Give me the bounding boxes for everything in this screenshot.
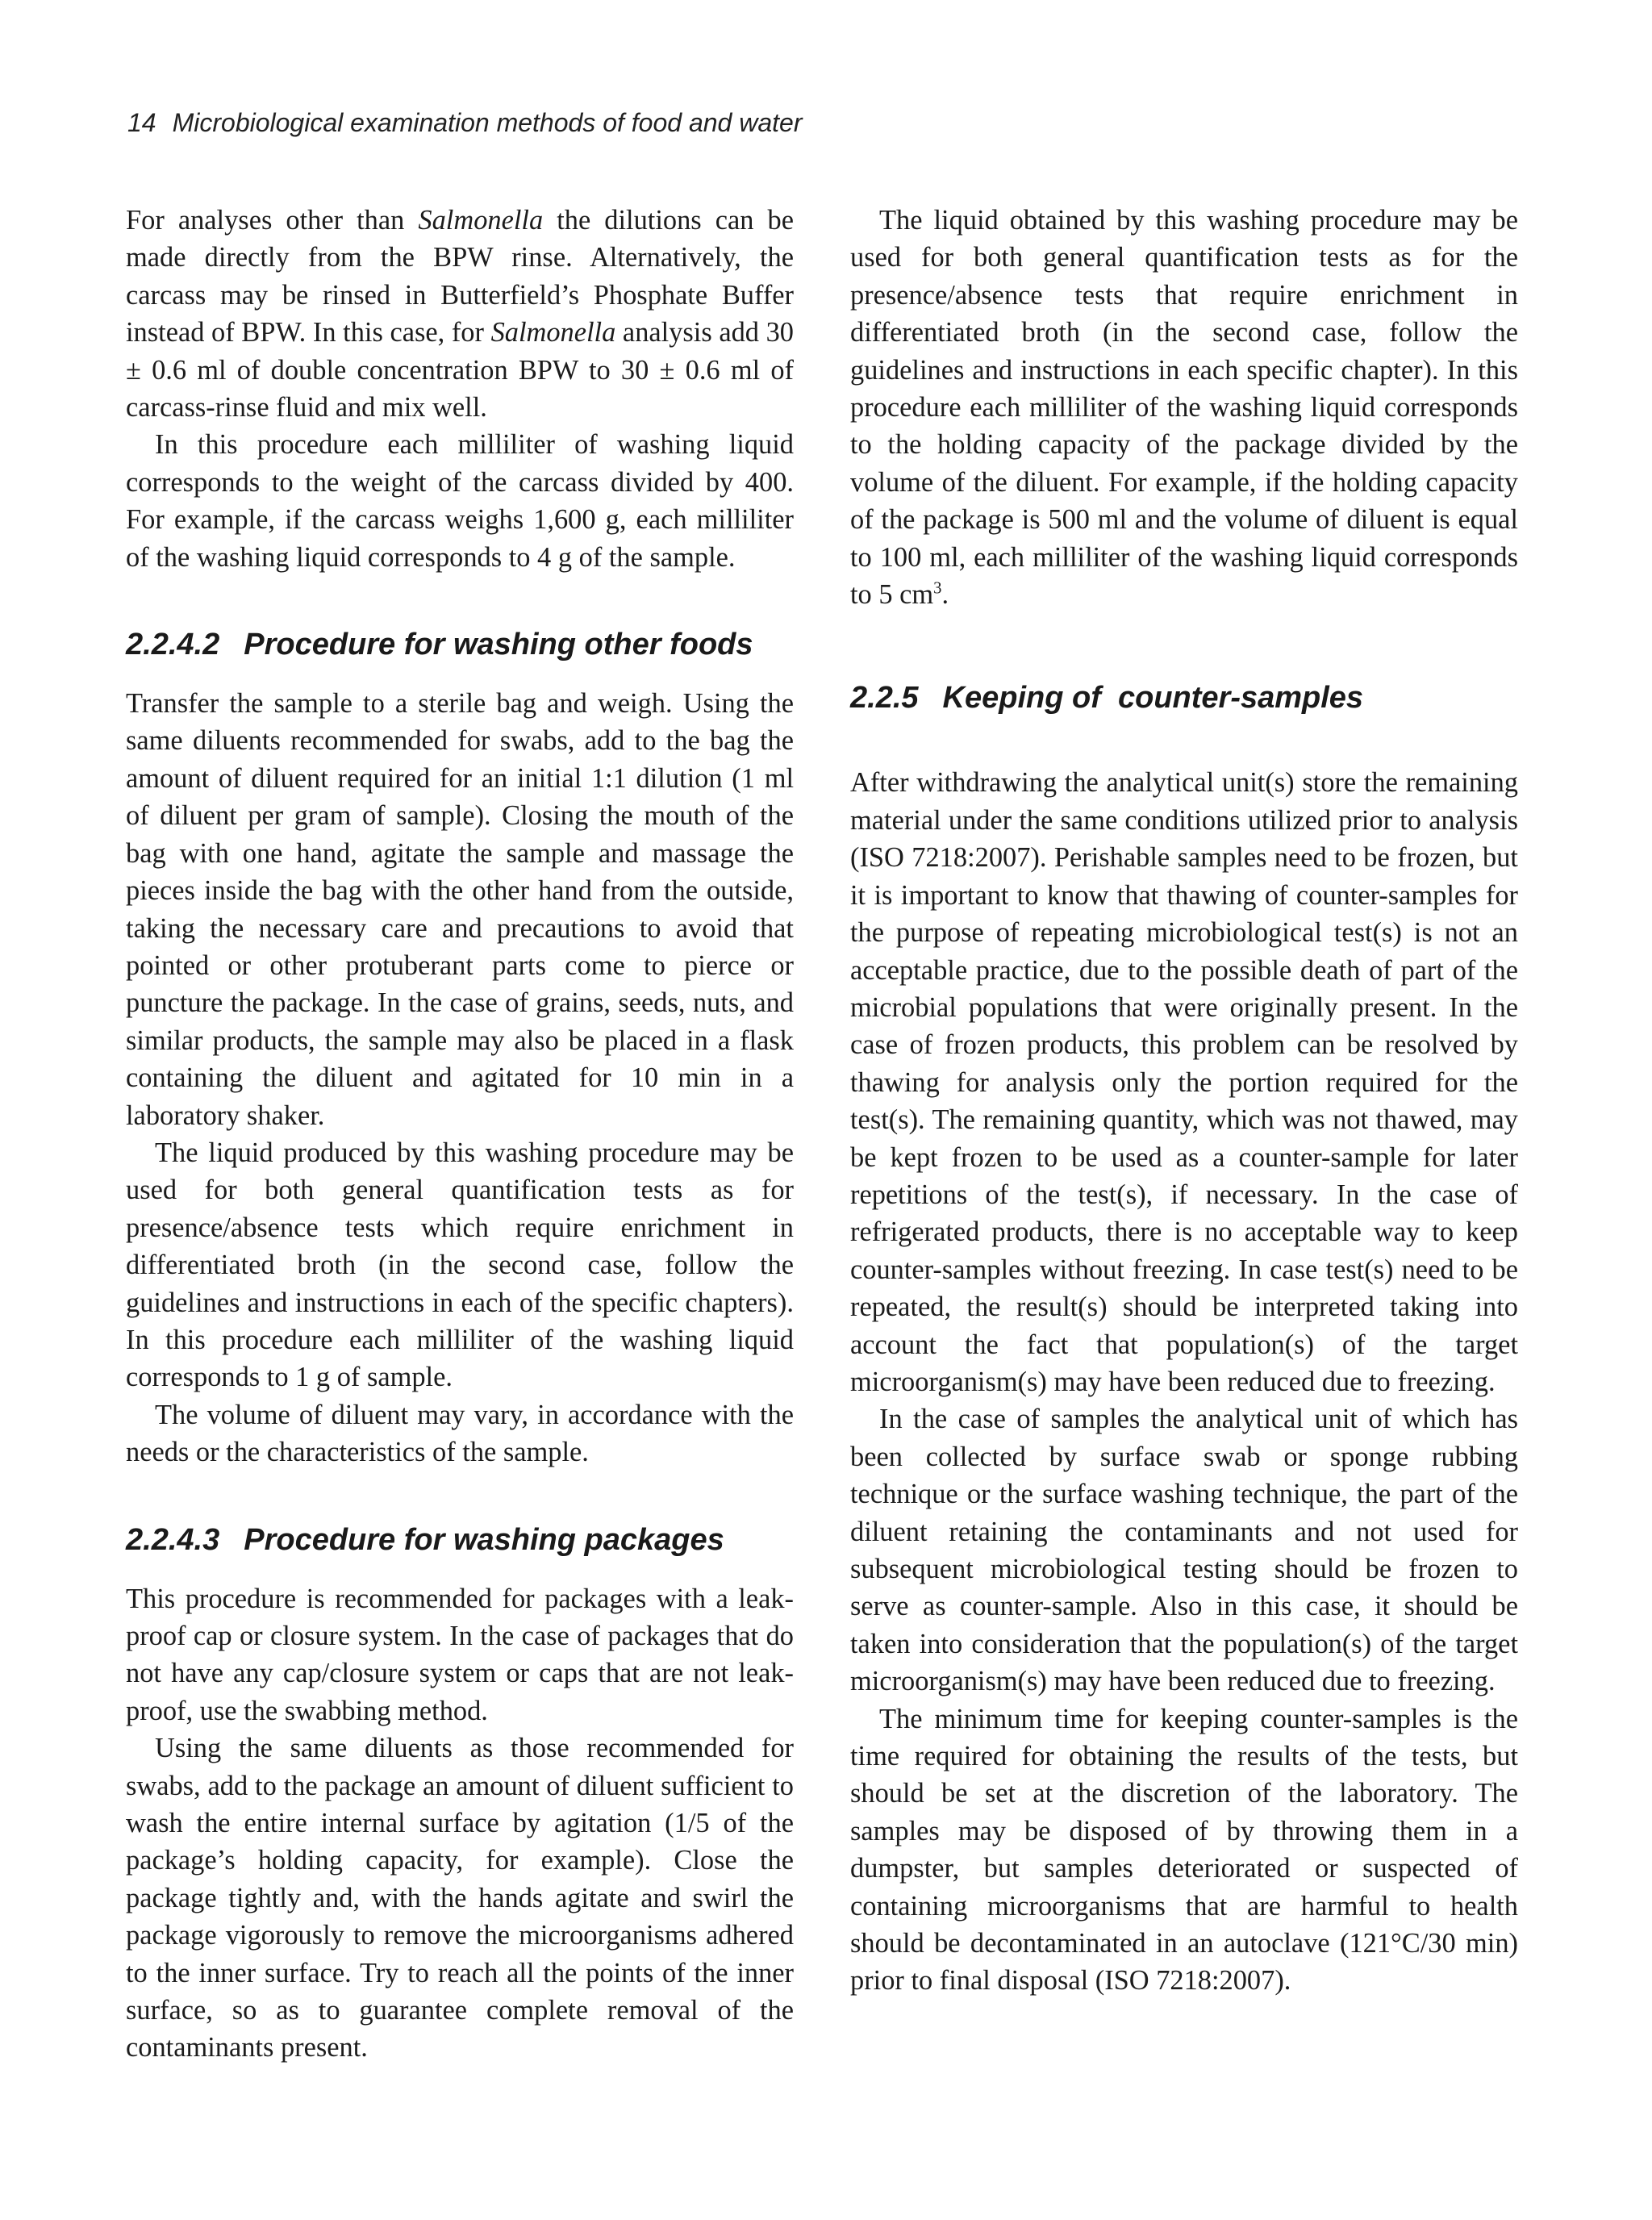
paragraph: This procedure is recommended for packages with a leak-proof cap or closure system. In the case of packages that do not have any cap/closure system or caps that are not leak-proof, use the swabbing method. (126, 1583, 794, 1726)
section-heading-2-2-4-2: 2.2.4.2 Procedure for washing other foods (126, 628, 753, 662)
paragraph: After withdrawing the analytical unit(s) store the remaining material under the same conditions utilized prior to analysis (ISO 7218:2007). Perishable samples need to be frozen, but it is important to know that thawing of counter-samples for the purpose of repeating microbiological test(s) is not an acceptable practice, due to the possible death of part of the microbial populations that were originally present. In the case of frozen products, this problem can be resolved by thawing for analysis only the portion required for the test(s). The remaining quantity, which was not thawed, may be kept frozen to be used as a counter-sample for later repetitions of the test(s), if necessary. In the case of refrigerated products, there is no acceptable way to keep counter-samples without freezing. In case test(s) need to be repeated, the result(s) should be interpreted taking into account the fact that population(s) of the target microorganism(s) may have been reduced due to freezing. (850, 767, 1518, 1397)
section-heading-2-2-4-3: 2.2.4.3 Procedure for washing packages (126, 1522, 724, 1557)
salmonella-term: Salmonella (418, 205, 544, 236)
salmonella-term: Salmonella (490, 317, 616, 348)
running-title: Microbiological examination methods of food and water (172, 108, 803, 137)
paragraph: The liquid produced by this washing procedure may be used for both general quantification tests as for presence/absence tests which require enrichment in differentiated broth (in the second case, follow the guidelines and instructions in each of the specific chapters). In this procedure each milliliter of the washing liquid corresponds to 1 g of sample. (126, 1137, 794, 1393)
running-header (127, 108, 802, 138)
paragraph: Transfer the sample to a sterile bag and weigh. Using the same diluents recommended for swabs, add to the bag the amount of diluent required for an initial 1:1 dilution (1 ml of diluent per gram of sample). Closing the mouth of the bag with one hand, agitate the sample and massage the pieces inside the bag with the other hand from the outside, taking the necessary care and precautions to avoid that pointed or other protuberant parts come to pierce or puncture the package. In the case of grains, seeds, nuts, and similar products, the sample may also be placed in a flask containing the diluent and agitated for 10 min in a laboratory shaker. (126, 688, 794, 1131)
left-column (126, 202, 794, 2067)
page-number: 14 (127, 108, 156, 137)
paragraph: In the case of samples the analytical unit of which has been collected by surface swab or sponge rubbing technique or the surface washing technique, the part of the diluent retaining the contaminants and not used for subsequent microbiological testing should be frozen to serve as counter-sample. Also in this case, it should be taken into consideration that the population(s) of the target microorganism(s) may have been reduced due to freezing. (850, 1404, 1518, 1697)
paragraph: The volume of diluent may vary, in accordance with the needs or the characteristics of the sample. (126, 1399, 794, 1468)
paragraph: The liquid obtained by this washing procedure may be used for both general quantification tests as for the presence/absence tests that require enrichment in differentiated broth (in the second case, follow the guidelines and instructions in each specific chapter). In this procedure each milliliter of the washing liquid corresponds to the holding capacity of the package divided by the volume of the diluent. For example, if the holding capacity of the package is 500 ml and the volume of diluent is equal to 100 ml, each milliliter of the washing liquid corresponds to 5 $cm^3$. (850, 205, 1518, 611)
paragraph: Using the same diluents as those recommended for swabs, add to the package an amount of diluent sufficient to wash the entire internal surface by agitation (1/5 of the package’s holding capacity, for example). Close the package tightly and, with the hands agitate and swirl the package vigorously to remove the microorganisms adhered to the inner surface. Try to reach all the points of the inner surface, so as to guarantee complete removal of the contaminants present. (126, 1733, 794, 2064)
right-column (850, 202, 1518, 2000)
paragraph: The minimum time for keeping counter-samples is the time required for obtaining the results of the tests, but should be set at the discretion of the laboratory. The samples may be disposed of by throwing them in a dumpster, but samples deteriorated or suspected of containing microorganisms that are harmful to health should be decontaminated in an autoclave (121°C/30 min) prior to final disposal (ISO 7218:2007). (850, 1703, 1518, 1997)
paragraph: For analyses other than Salmonella the dilutions can be made directly from the BPW rinse. Alternatively, the carcass may be rinsed in Butterfield’s Phosphate Buffer instead of BPW. In this case, for Salmonella analysis add 30 ± 0.6 ml of double concentration BPW to 30 ± 0.6 ml of carcass-rinse fluid and mix well. (126, 205, 795, 424)
paragraph: In this procedure each milliliter of washing liquid corresponds to the weight of the carcass divided by 400. For example, if the carcass weighs 1,600 g, each milliliter of the washing liquid corresponds to 4 g of the sample. (126, 429, 794, 573)
section-heading-2-2-5: 2.2.5 Keeping of counter-samples (850, 681, 1364, 716)
